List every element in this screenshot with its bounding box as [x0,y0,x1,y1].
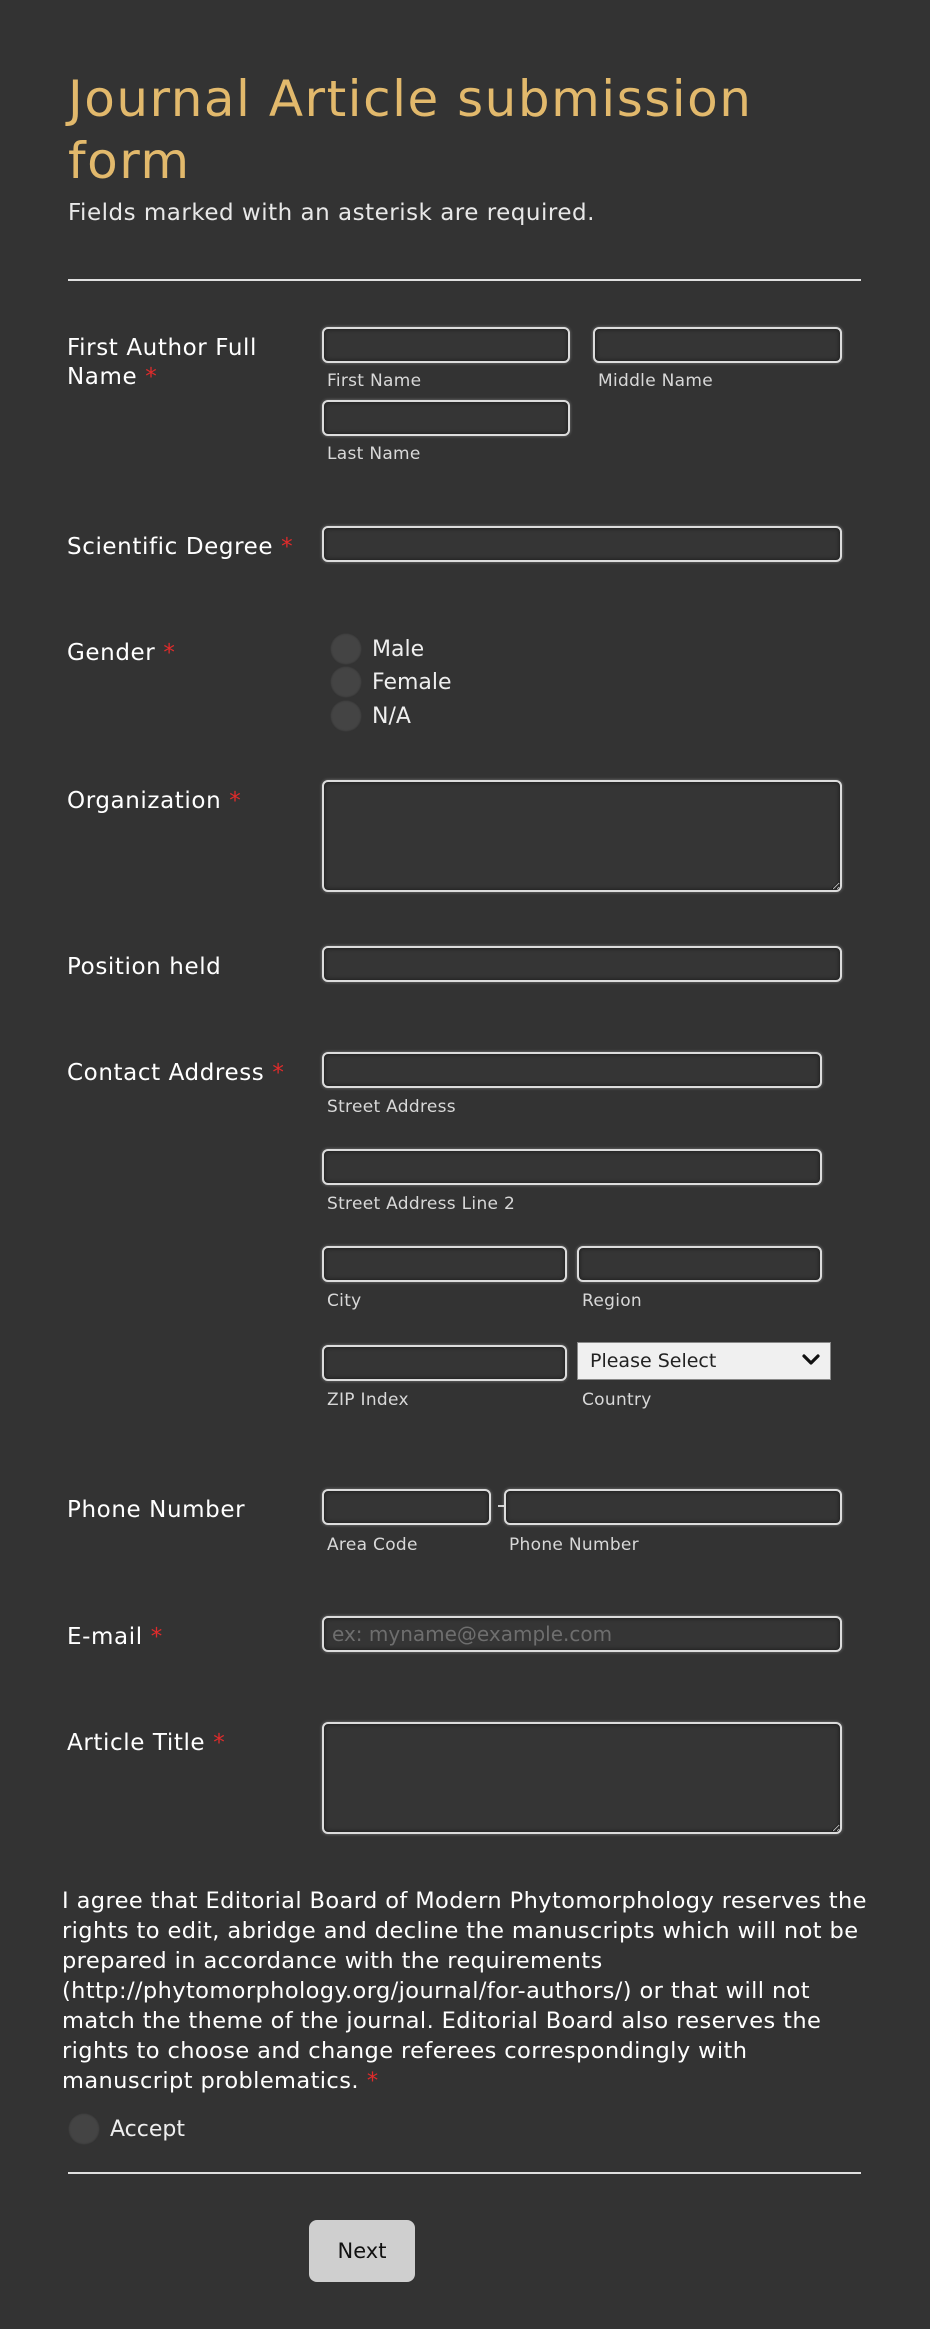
address-label-text: Contact Address [67,1060,265,1086]
agreement-text [62,1886,882,2096]
required-mark: * [145,364,158,390]
required-mark: * [272,1060,285,1086]
organization-textarea[interactable] [322,780,842,892]
accept-checkbox[interactable] [68,2113,100,2145]
next-button[interactable]: Next [309,2220,415,2282]
organization-label [67,787,241,816]
country-sublabel: Country [582,1390,652,1410]
organization-label-text: Organization [67,788,222,814]
divider-top [68,279,861,281]
required-mark: * [229,788,242,814]
form-title: Journal Article submission form [68,70,753,190]
degree-label [67,533,293,562]
article-title-label-text: Article Title [67,1730,206,1756]
position-label: Position held [67,954,222,980]
gender-label [67,639,175,668]
middle-name-input[interactable] [593,327,842,363]
required-mark: * [213,1730,226,1756]
area-code-sublabel: Area Code [327,1535,418,1555]
degree-label-text: Scientific Degree [67,534,274,560]
author-name-label-text: First Author Full Name [67,335,257,390]
required-mark: * [150,1624,163,1650]
zip-input[interactable] [322,1345,567,1381]
street-address-input[interactable] [322,1052,822,1088]
form-subtitle: Fields marked with an asterisk are required. [68,200,595,226]
article-title-label [67,1729,225,1758]
gender-option-female[interactable] [330,667,452,697]
street-address-2-input[interactable] [322,1149,822,1185]
city-sublabel: City [327,1291,362,1311]
street-address-2-sublabel: Street Address Line 2 [327,1194,516,1214]
region-sublabel: Region [582,1291,642,1311]
degree-input[interactable] [322,526,842,562]
first-name-input[interactable] [322,327,570,363]
accept-label: Accept [110,2116,185,2142]
agreement-body: I agree that Editorial Board of Modern Phytomorphology reserves the rights to edit, abridge and decline the manuscripts which will not be prepared in accordance with the requirements (http://phytomorphology.org/journal/for-authors/) or that will not match the theme of the journal. Editorial Board also reserves the rights to choose and change referees correspondingly with manuscript problematics. [62,1888,867,2094]
middle-name-sublabel: Middle Name [598,371,714,391]
phone-number-input[interactable] [504,1489,842,1525]
email-input[interactable] [322,1616,842,1652]
author-name-label [67,334,287,392]
city-input[interactable] [322,1246,567,1282]
gender-label-text: Gender [67,640,156,666]
gender-option-male[interactable] [330,634,424,664]
street-address-sublabel: Street Address [327,1097,456,1117]
article-title-textarea[interactable] [322,1722,842,1834]
required-mark: * [366,2068,379,2094]
required-mark: * [163,640,176,666]
first-name-sublabel: First Name [327,371,422,391]
radio-label-na: N/A [372,703,411,729]
radio-male[interactable] [330,633,362,665]
last-name-sublabel: Last Name [327,444,421,464]
email-label [67,1623,163,1652]
position-input[interactable] [322,946,842,982]
gender-option-na[interactable] [330,701,411,731]
divider-bottom [68,2172,861,2174]
accept-option[interactable] [68,2114,185,2144]
radio-label-male: Male [372,636,425,662]
radio-female[interactable] [330,666,362,698]
country-selected-value: Please Select [590,1350,717,1372]
area-code-input[interactable] [322,1489,491,1525]
radio-na[interactable] [330,700,362,732]
phone-number-sublabel: Phone Number [509,1535,639,1555]
last-name-input[interactable] [322,400,570,436]
address-label [67,1059,285,1088]
region-input[interactable] [577,1246,822,1282]
chevron-down-icon [800,1349,822,1376]
required-mark: * [281,534,294,560]
zip-sublabel: ZIP Index [327,1390,409,1410]
phone-label: Phone Number [67,1497,246,1523]
radio-label-female: Female [372,669,452,695]
country-select[interactable] [577,1342,831,1380]
email-label-text: E-mail [67,1624,143,1650]
